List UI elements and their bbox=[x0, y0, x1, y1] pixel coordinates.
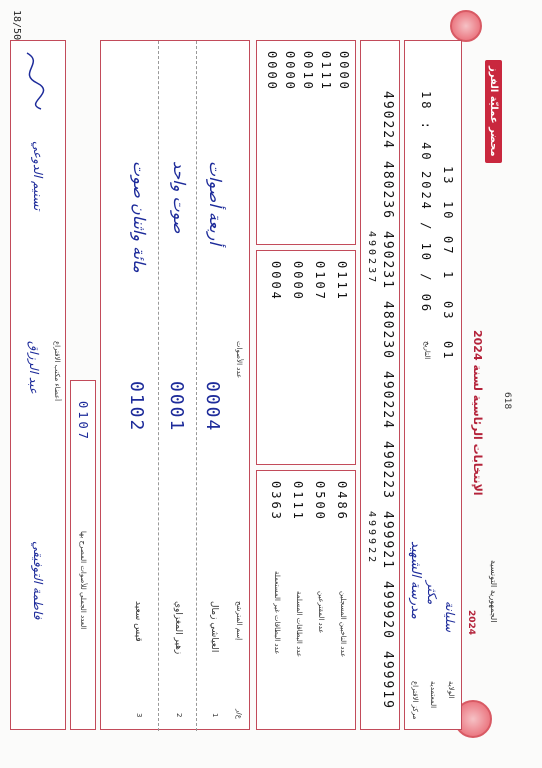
code-5: 10 bbox=[441, 201, 455, 222]
serial-d-2: 490237 bbox=[366, 231, 377, 286]
s3-value-3: 0010 bbox=[301, 51, 315, 92]
form-badge: محضر عمليّة الفرز bbox=[485, 60, 502, 163]
s2-value-4: 0004 bbox=[269, 261, 283, 302]
signatures-title: أعضاء مكتب الاقتراع bbox=[53, 341, 61, 402]
s3-value-5: 0000 bbox=[265, 51, 279, 92]
serial-a-3: 499921 bbox=[380, 511, 395, 570]
unused-label: عدد البطاقات غير المستعملة bbox=[273, 571, 281, 655]
col-votes-header: عدد الأصوات bbox=[235, 341, 243, 379]
election-title: الإنتخابات الرئاسية لسنة 2024 bbox=[471, 330, 484, 496]
totals-value: 0107 bbox=[76, 401, 90, 442]
member-2: عبد الرزاق bbox=[27, 341, 41, 394]
s2-value-1: 0111 bbox=[335, 261, 349, 302]
signature-scribble bbox=[15, 51, 47, 111]
voters-value: 0500 bbox=[313, 481, 327, 522]
votes-digits: 0102 bbox=[126, 381, 147, 433]
s3-value-4: 0000 bbox=[283, 51, 297, 92]
serial-c-1: 480230 bbox=[380, 301, 395, 360]
serial-b-2: 490224 bbox=[380, 371, 395, 430]
page-number: 618 bbox=[502, 392, 512, 410]
governorate-value: سليانة bbox=[443, 601, 457, 633]
s3-value-1: 0000 bbox=[337, 51, 351, 92]
cards-value: 0111 bbox=[291, 481, 305, 522]
center-label: مركز الاقتراع bbox=[411, 681, 419, 720]
delegation-label: المعتمدية bbox=[429, 681, 437, 709]
serial-a-2: 499920 bbox=[380, 581, 395, 640]
totals-label: العدد الجملي للأصوات المصرح بها bbox=[79, 531, 87, 630]
year-mark: 2024 bbox=[466, 610, 476, 636]
votes-digits: 0001 bbox=[166, 381, 187, 433]
s2-value-3: 0000 bbox=[291, 261, 305, 302]
date-label: التاريخ bbox=[423, 341, 431, 360]
col-no-header: ع/ر bbox=[235, 709, 243, 719]
row-divider bbox=[158, 41, 159, 731]
signatures-section bbox=[10, 40, 66, 730]
ratio-mark: 18/50 bbox=[11, 10, 22, 41]
serial-e-1: 490224 bbox=[380, 91, 395, 150]
candidate-name: العياشي زمال bbox=[209, 601, 219, 653]
votes-digits: 0004 bbox=[202, 381, 223, 433]
serial-a-4: 499922 bbox=[366, 511, 377, 566]
governorate-label: الولاية bbox=[447, 681, 455, 699]
col-name-header: إسم المترشح bbox=[235, 601, 243, 641]
row-no: 1 bbox=[211, 713, 219, 718]
member-3: تسنيم الدوعي bbox=[31, 141, 45, 211]
stats-section bbox=[256, 470, 356, 730]
serial-d-1: 480236 bbox=[380, 161, 395, 220]
code-3: 1 bbox=[441, 271, 455, 282]
serial-c-2: 490231 bbox=[380, 231, 395, 290]
code-2: 03 bbox=[441, 301, 455, 322]
results-section bbox=[100, 40, 250, 730]
candidate-name: قيس سعيد bbox=[133, 601, 143, 642]
corner-stamp bbox=[450, 10, 482, 42]
office-section bbox=[404, 40, 462, 730]
code-6: 13 bbox=[441, 166, 455, 187]
registered-value: 0486 bbox=[335, 481, 349, 522]
registered-label: عدد الناخبين المسجلين bbox=[339, 591, 347, 658]
row-no: 2 bbox=[175, 713, 183, 718]
totals-section bbox=[70, 380, 96, 730]
candidate-name: زهير المغزاوي bbox=[173, 601, 183, 655]
republic-label: الجمهورية التونسية bbox=[489, 560, 498, 623]
row-no: 3 bbox=[135, 713, 143, 718]
voters-label: عدد المقترعين bbox=[317, 591, 325, 634]
row-divider bbox=[196, 41, 197, 731]
s3-value-2: 0111 bbox=[319, 51, 333, 92]
code-1: 01 bbox=[441, 341, 455, 362]
s2-value-2: 0107 bbox=[313, 261, 327, 302]
votes-words: مائة واثنان صوت bbox=[130, 161, 149, 273]
code-4: 07 bbox=[441, 236, 455, 257]
date-value: 2024 / 10 / 06 bbox=[419, 171, 433, 315]
time-value: 18 : 40 bbox=[419, 91, 433, 163]
delegation-value: مكثر bbox=[425, 581, 439, 605]
center-value: مدرسة الشهيد bbox=[408, 541, 423, 619]
votes-words: صوت واحد bbox=[170, 161, 189, 234]
serial-b-1: 490223 bbox=[380, 441, 395, 500]
votes-words: أربعة أصوات bbox=[206, 161, 225, 245]
unused-value: 0363 bbox=[269, 481, 283, 522]
serials-section bbox=[360, 40, 400, 730]
cards-label: عدد البطاقات المسلمة bbox=[295, 591, 303, 658]
serial-a-1: 499919 bbox=[380, 651, 395, 710]
section-3 bbox=[256, 40, 356, 245]
member-1: فاطمة التوفيقي bbox=[31, 541, 45, 620]
section-2 bbox=[256, 250, 356, 465]
